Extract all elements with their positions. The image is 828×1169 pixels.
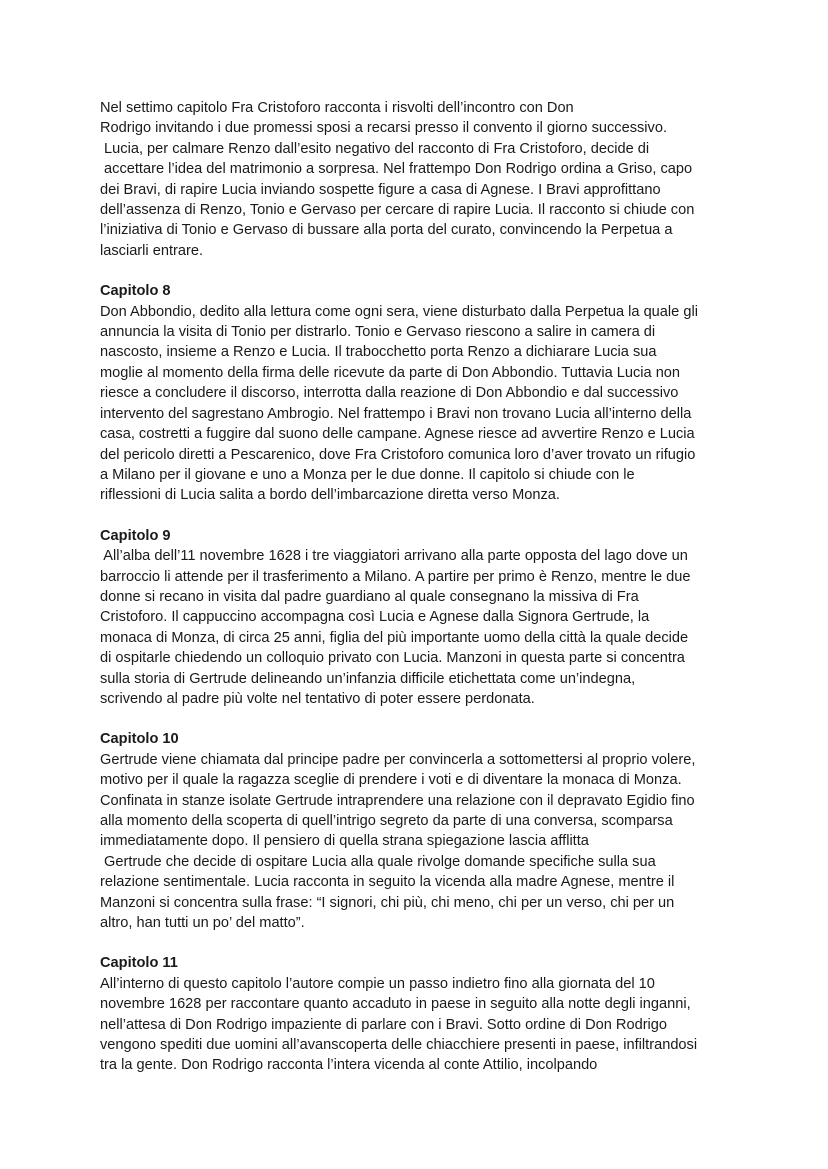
- text-line: Confinata in stanze isolate Gertrude intraprendere una relazione con il depravato Egidio fino: [100, 792, 695, 809]
- chapter-11: [100, 953, 740, 1075]
- text-line: alla momento della scoperta di quell’intrigo segreto da parte di una conversa, scomparsa: [100, 813, 673, 829]
- text-line: novembre 1628 per raccontare quanto accaduto in paese in seguito alla notte degli inganni,: [100, 996, 691, 1013]
- chapter-paragraph: [100, 546, 740, 709]
- text-line: scrivendo al padre più volte nel tentativo di poter essere perdonata.: [100, 690, 535, 707]
- chapter-paragraph: [100, 750, 740, 934]
- text-line: altro, han tutti un po’ del matto”.: [100, 915, 305, 932]
- chapter-paragraph: [100, 974, 740, 1076]
- text-line: donne si recano in visita dal padre guardiano al quale consegnano la missiva di Fra: [100, 588, 639, 605]
- text-line: motivo per il quale la ragazza sceglie di prendere i voti e di diventare la monaca di Monza.: [100, 772, 682, 789]
- text-line: barroccio li attende per il trasferimento a Milano. A partire per primo è Renzo, mentre le due: [100, 568, 691, 585]
- text-line: accettare l’idea del matrimonio a sorpresa. Nel frattempo Don Rodrigo ordina a Griso, capo: [100, 161, 693, 178]
- text-line: casa, costretti a fuggire dal suono delle campane. Agnese riesce ad avvertire Renzo e Lucia: [100, 426, 695, 443]
- text-line: moglie al momento della firma delle ricevute da parte di Don Abbondio. Tuttavia Lucia non: [100, 364, 681, 381]
- text-line: nascosto, insieme a Renzo e Lucia. Il trabocchetto porta Renzo a dichiarare Lucia sua: [100, 344, 657, 361]
- text-line: riflessioni di Lucia salita a bordo dell’imbarcazione diretta verso Monza.: [100, 487, 560, 504]
- text-line: Gertrude viene chiamata dal principe padre per convincerla a sottomettersi al proprio volere,: [100, 751, 696, 768]
- text-line: dell’assenza di Renzo, Tonio e Gervaso per cercare di rapire Lucia. Il racconto si chiude con: [100, 202, 695, 219]
- text-line: l’iniziativa di Tonio e Gervaso di bussare alla porta del curato, convincendo la Perpetua a: [100, 222, 673, 239]
- text-line: Lucia, per calmare Renzo dall’esito negativo del racconto di Fra Cristoforo, decide di: [100, 140, 650, 157]
- chapter-heading: Capitolo 11: [100, 955, 178, 972]
- text-line: tra la gente. Don Rodrigo racconta l’intera vicenda al conte Attilio, incolpando: [100, 1057, 598, 1074]
- text-line: riesce a concludere il discorso, interrotta dalla reazione di Don Abbondio e dal successivo: [100, 385, 679, 402]
- intro-paragraph: [100, 98, 740, 261]
- text-line: Cristoforo. Il cappuccino accompagna così Lucia e Agnese dalla Signora Gertrude, la: [100, 609, 650, 626]
- text-line: Nel settimo capitolo Fra Cristoforo racconta i risvolti dell’incontro con Don: [100, 100, 574, 116]
- text-line: a Milano per il giovane e uno a Monza per le due donne. Il capitolo si chiude con le: [100, 466, 635, 483]
- chapter-heading: Capitolo 8: [100, 283, 171, 300]
- text-line: del pericolo diretti a Pescarenico, dove Fra Cristoforo comunica loro d’aver trovato un rifugio: [100, 446, 696, 463]
- chapter-8: [100, 281, 740, 505]
- text-line: immediatamente dopo. Il pensiero di quella strana spiegazione lascia afflitta: [100, 833, 589, 850]
- chapter-heading: Capitolo 10: [100, 731, 179, 748]
- text-line: nell’attesa di Don Rodrigo impaziente di parlare con i Bravi. Sotto ordine di Don Rodrigo: [100, 1016, 668, 1033]
- text-line: sulla storia di Gertrude delineando un’infanzia difficile etichettata come un’indegna,: [100, 670, 636, 687]
- text-line: relazione sentimentale. Lucia racconta in seguito la vicenda alla madre Agnese, mentre il: [100, 874, 675, 891]
- text-line: vengono spediti due uomini all’avanscoperta delle chiacchiere presenti in paese, infiltrandosi: [100, 1037, 698, 1054]
- document-body: [100, 98, 740, 1076]
- chapter-10: [100, 729, 740, 933]
- text-line: di ospitarle chiedendo un colloquio privato con Lucia. Manzoni in questa parte si concentra: [100, 650, 685, 667]
- text-line: dei Bravi, di rapire Lucia inviando sospette figure a casa di Agnese. I Bravi approfittano: [100, 181, 661, 198]
- text-line: monaca di Monza, di circa 25 anni, figlia del più importante uomo della città la quale decide: [100, 629, 689, 646]
- text-line: lasciarli entrare.: [100, 242, 204, 259]
- chapter-paragraph: [100, 302, 740, 506]
- chapter-heading: Capitolo 9: [100, 527, 171, 544]
- text-line: Gertrude che decide di ospitare Lucia alla quale rivolge domande specifiche sulla sua: [100, 853, 656, 870]
- chapter-9: [100, 526, 740, 710]
- text-line: Don Abbondio, dedito alla lettura come ogni sera, viene disturbato dalla Perpetua la quale gli: [100, 303, 698, 320]
- text-line: Manzoni si concentra sulla frase: “I signori, chi più, chi meno, chi per un verso, chi per un: [100, 894, 675, 911]
- text-line: Rodrigo invitando i due promessi sposi a recarsi presso il convento il giorno successivo.: [100, 120, 667, 137]
- text-line: All’interno di questo capitolo l’autore compie un passo indietro fino alla giornata del 10: [100, 975, 655, 992]
- text-line: annuncia la visita di Tonio per distrarlo. Tonio e Gervaso riescono a salire in camera di: [100, 324, 656, 341]
- text-line: All’alba dell’11 novembre 1628 i tre viaggiatori arrivano alla parte opposta del lago dove un: [100, 548, 688, 565]
- text-line: intervento del sagrestano Ambrogio. Nel frattempo i Bravi non trovano Lucia all’interno della: [100, 405, 692, 422]
